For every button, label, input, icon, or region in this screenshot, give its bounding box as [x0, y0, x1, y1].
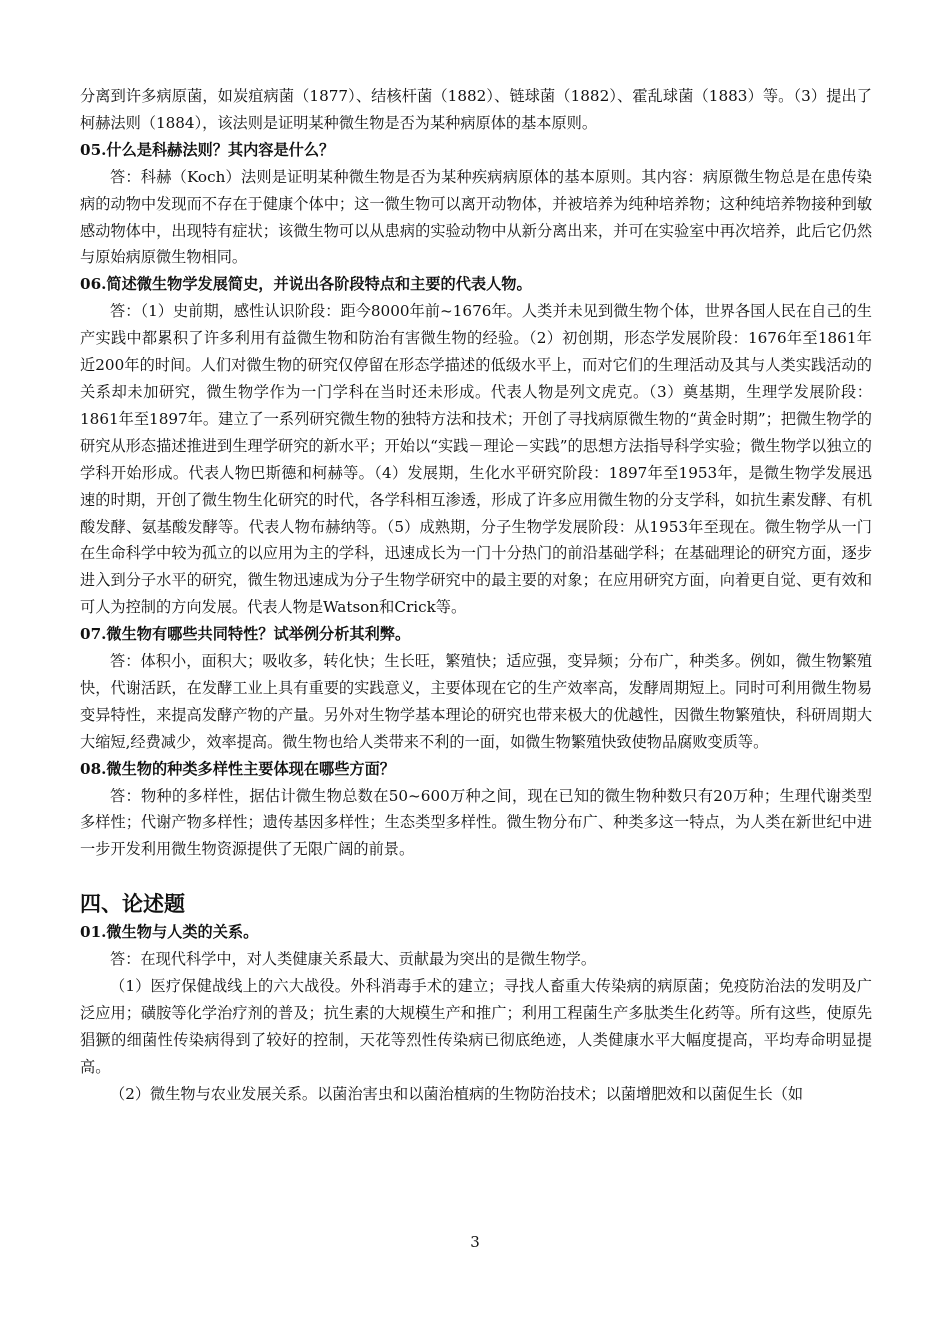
answer-05-paragraph: 答：科赫（Koch）法则是证明某种微生物是否为某种疾病病原体的基本原则。其内容：病原微生物总是在患传染病的动物中发现而不存在于健康个体中；这一微生物可以离开动物体，并被培养为纯种培养物；这种纯培养物接种到敏感动物体中，出现特有症状；该微生物可以从患病的实验动物中从新分离出来，并可在实验室中再次培养，此后它仍然与原始病原微生物相同。: [80, 167, 872, 267]
essay-question-01-heading: 01.微生物与人类的关系。: [80, 923, 259, 942]
question-08-heading: 08.微生物的种类多样性主要体现在哪些方面？: [80, 759, 395, 778]
essay-answer-intro: 答：在现代科学中，对人类健康关系最大、贡献最为突出的是微生物学。: [110, 950, 596, 969]
section-heading-essay: 四、论述题: [80, 891, 185, 917]
essay-answer-point-2: （2）微生物与农业发展关系。以菌治害虫和以菌治植病的生物防治技术；以菌增肥效和以菌促生长（如: [110, 1084, 804, 1103]
intro-paragraph: 分离到许多病原菌，如炭疽病菌（1877）、结核杆菌（1882）、链球菌（1882）、霍乱球菌（1883）等。（3）提出了柯赫法则（1884），该法则是证明某种微生物是否为某种病原体的基本原则。: [80, 87, 872, 132]
answer-08-paragraph: 答：物种的多样性，据估计微生物总数在50~600万种之间，现在已知的微生物种数只有20万种；生理代谢类型多样性；代谢产物多样性；遗传基因多样性；生态类型多样性。微生物分布广、种类多这一特点，为人类在新世纪中进一步开发利用微生物资源提供了无限广阔的前景。: [80, 786, 872, 859]
question-07-heading: 07.微生物有哪些共同特性？试举例分析其利弊。: [80, 625, 411, 644]
page-content: [80, 83, 872, 1108]
answer-06-paragraph: 答：（1）史前期，感性认识阶段：距今8000年前~1676年。人类并未见到微生物个体，世界各国人民在自己的生产实践中都累积了许多利用有益微生物和防治有害微生物的经验。（2）初创期，形态学发展阶段：1676年至1861年近200年的时间。人们对微生物的研究仅停留在形态学描述的低级水平上，而对它们的生理活动及其与人类实践活动的关系却未加研究，微生物学作为一门学科在当时还未形成。代表人物是列文虎克。（3）奠基期，生理学发展阶段：1861年至1897年。建立了一系列研究微生物的独特方法和技术；开创了寻找病原微生物的“黄金时期”；把微生物学的研究从形态描述推进到生理学研究的新水平；开始以“实践－理论－实践”的思想方法指导科学实验；微生物学以独立的学科开始形成。代表人物巴斯德和柯赫等。（4）发展期，生化水平研究阶段：1897年至1953年，是微生物学发展迅速的时期，开创了微生物生化研究的时代，各学科相互渗透，形成了许多应用微生物的分支学科，如抗生素发酵、有机酸发酵、氨基酸发酵等。代表人物布赫纳等。（5）成熟期，分子生物学发展阶段：从1953年至现在。微生物学从一门在生命科学中较为孤立的以应用为主的学科，迅速成长为一门十分热门的前沿基础学科；在基础理论的研究方面，逐步进入到分子水平的研究，微生物迅速成为分子生物学研究中的最主要的对象；在应用研究方面，向着更自觉、更有效和可人为控制的方向发展。代表人物是Watson和Crick等。: [80, 302, 872, 617]
page-number: 3: [470, 1233, 480, 1251]
question-05-heading: 05.什么是科赫法则？其内容是什么？: [80, 140, 335, 159]
question-06-heading: 06.简述微生物学发展简史，并说出各阶段特点和主要的代表人物。: [80, 275, 532, 294]
answer-07-paragraph: 答：体积小，面积大；吸收多，转化快；生长旺，繁殖快；适应强，变异频；分布广，种类多。例如，微生物繁殖快，代谢活跃，在发酵工业上具有重要的实践意义，主要体现在它的生产效率高，发酵周期短上。同时可利用微生物易变异特性，来提高发酵产物的产量。另外对生物学基本理论的研究也带来极大的优越性，因微生物繁殖快，科研周期大大缩短,经费减少，效率提高。微生物也给人类带来不利的一面，如微生物繁殖快致使物品腐败变质等。: [80, 652, 872, 751]
essay-answer-point-1: （1）医疗保健战线上的六大战役。外科消毒手术的建立；寻找人畜重大传染病的病原菌；免疫防治法的发明及广泛应用；磺胺等化学治疗剂的普及；抗生素的大规模生产和推广；利用工程菌生产多肽类生化药等。所有这些，使原先猖獗的细菌性传染病得到了较好的控制，天花等烈性传染病已彻底绝迹，人类健康水平大幅度提高，平均寿命明显提高。: [80, 977, 872, 1076]
